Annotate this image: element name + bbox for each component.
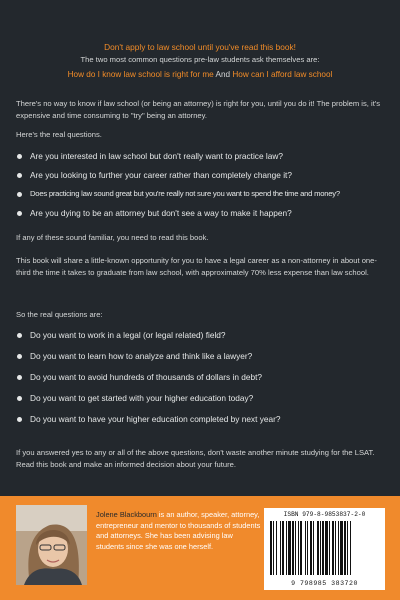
barcode-bar xyxy=(270,521,272,575)
list-item: Do you want to avoid hundreds of thousands of dollars in debt? xyxy=(16,372,388,393)
barcode-bar xyxy=(280,521,281,575)
question-list-2 xyxy=(16,330,388,435)
barcode-bar xyxy=(320,521,321,575)
tagline: Don't apply to law school until you've read this book! xyxy=(104,42,296,52)
barcode-bar xyxy=(344,521,346,575)
paragraph-closing: If you answered yes to any or all of the above questions, don't waste another minute studying for the LSAT. Read this book and make an informed decision about your future. xyxy=(16,448,375,469)
list-item: Are you interested in law school but don't really want to practice law? xyxy=(16,151,388,170)
barcode-bar xyxy=(307,521,308,575)
list-item: Are you looking to further your career rather than completely change it? xyxy=(16,170,388,189)
list-item: Does practicing law sound great but you're really not sure you want to spend the time and money? xyxy=(16,189,388,208)
real-questions-heading: Here's the real questions. xyxy=(16,130,102,139)
barcode-bar xyxy=(282,521,284,575)
intro-questions xyxy=(0,70,400,79)
list-item: Do you want to work in a legal (or legal related) field? xyxy=(16,330,388,351)
barcode-bar xyxy=(338,521,339,575)
barcode-bar xyxy=(340,521,343,575)
barcode-bar xyxy=(310,521,312,575)
isbn-number: ISBN 979-8-9853837-2-0 xyxy=(283,511,366,518)
barcode-bar xyxy=(347,521,348,575)
author-band xyxy=(0,496,400,600)
barcode-bar xyxy=(317,521,319,575)
barcode-bar xyxy=(295,521,296,575)
intro-and: And xyxy=(213,70,233,79)
author-bio-text: is an author, speaker, attorney, entrepreneur and mentor to thousands of students and attorneys. She has been advising law students since she was one herself. xyxy=(96,510,261,551)
barcode-digits: 9 798985 383720 xyxy=(291,580,358,587)
list-item: Do you want to have your higher education completed by next year? xyxy=(16,414,388,435)
list-item: Do you want to get started with your higher education today? xyxy=(16,393,388,414)
list-item: Are you dying to be an attorney but don't see a way to make it happen? xyxy=(16,208,388,227)
question-list-1 xyxy=(16,151,388,227)
barcode-bar xyxy=(298,521,299,575)
paragraph-opportunity: This book will share a little-known opportunity for you to have a legal career as a non-attorney in about one-third the time it takes to graduate from law school, with approximately 70% less expense than law school. xyxy=(16,256,377,277)
barcode-bar xyxy=(329,521,330,575)
real-questions-heading-2: So the real questions are: xyxy=(16,310,103,319)
barcode-bar xyxy=(292,521,294,575)
familiar-line: If any of these sound familiar, you need to read this book. xyxy=(16,233,209,242)
barcode-bar xyxy=(300,521,302,575)
barcode-bars xyxy=(270,521,379,575)
barcode-bar xyxy=(276,521,277,575)
isbn-barcode-box xyxy=(264,508,385,590)
barcode-bar xyxy=(273,521,274,575)
barcode-bar xyxy=(332,521,334,575)
intro-question-2: How can I afford law school xyxy=(232,70,333,79)
author-portrait-illustration xyxy=(16,505,87,585)
barcode-bar xyxy=(322,521,324,575)
barcode-bar xyxy=(350,521,351,575)
intro-line: The two most common questions pre-law students ask themselves are: xyxy=(80,55,320,64)
author-name: Jolene Blackbourn xyxy=(96,510,157,519)
barcode-bar xyxy=(288,521,291,575)
barcode-bar xyxy=(305,521,306,575)
paragraph-intro: There's no way to know if law school (or being an attorney) is right for you, until you do it! The problem is, it's expensive and time consuming to "try" being an attorney. xyxy=(16,99,381,120)
list-item: Do you want to learn how to analyze and think like a lawyer? xyxy=(16,351,388,372)
barcode-bar xyxy=(313,521,314,575)
intro-question-1: How do I know law school is right for me xyxy=(67,70,214,79)
barcode-bar xyxy=(286,521,287,575)
author-photo xyxy=(16,505,87,585)
author-bio xyxy=(96,510,262,552)
barcode-bar xyxy=(325,521,328,575)
barcode-bar xyxy=(335,521,336,575)
